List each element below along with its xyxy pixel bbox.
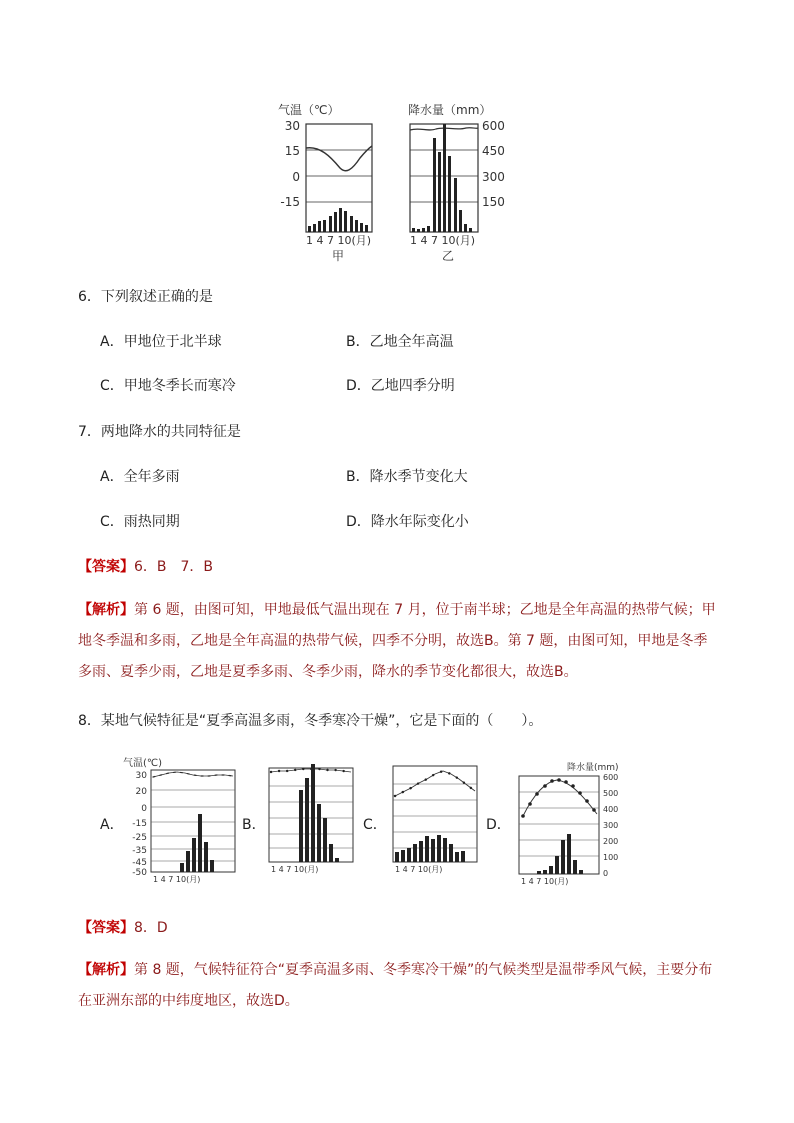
analysis-block-1: [78, 595, 718, 688]
chart-8d-temperature-dots: [521, 778, 596, 818]
answer-text: 8．D: [134, 920, 168, 936]
fig2-tick: -45: [132, 858, 147, 868]
b-bar: [459, 210, 462, 232]
8d-bar: [573, 860, 577, 874]
fig1-right-ticks: [482, 119, 505, 209]
8c-bar: [401, 850, 405, 862]
8c-bar: [413, 844, 417, 862]
a-bar: [308, 226, 311, 232]
8a-bar: [186, 851, 190, 872]
fig2-tick: -50: [132, 868, 147, 878]
fig2-left-axis-title: 气温(℃): [123, 758, 163, 769]
question-6-option-b: B．乙地全年高温: [346, 334, 454, 350]
chart-b-precip-bars: [412, 124, 472, 232]
8d-bar: [561, 840, 565, 874]
a-bar: [339, 208, 342, 232]
a-bar: [323, 220, 326, 232]
8d-dot: [571, 784, 575, 788]
fig2-rtick: 600: [603, 773, 619, 782]
fig1-tick-30: 30: [284, 119, 300, 133]
fig1-left-ticks: [280, 119, 300, 209]
fig1-left-axis-title: 气温（℃）: [278, 103, 340, 117]
q8-option-d-label: D．: [486, 817, 511, 833]
8a-bar: [192, 838, 196, 872]
fig1-rtick-150: 150: [482, 195, 505, 209]
chart-8d-temperature-line: [523, 780, 597, 816]
8c-bar: [425, 836, 429, 862]
fig2-tick: -25: [132, 833, 147, 843]
b-bar: [464, 224, 467, 232]
fig2-left-ticks: [132, 771, 147, 878]
b-bar: [422, 228, 425, 232]
chart-a-x-ticks: 1 4 7 10(月): [306, 234, 372, 247]
chart-8a-temperature-curve: [153, 772, 233, 777]
fig1-right-axis-title: 降水量（mm）: [408, 103, 492, 117]
climate-figure-2: [115, 756, 635, 886]
chart-8a-x-ticks: 1 4 7 10(月): [153, 875, 201, 884]
8a-bar: [204, 842, 208, 872]
8b-bar: [305, 778, 309, 862]
chart-b-label: 乙: [442, 249, 455, 263]
chart-8b-precip-bars: [299, 764, 339, 862]
b-bar: [438, 152, 441, 232]
8c-bar: [431, 839, 435, 862]
8c-bar: [437, 835, 441, 862]
8d-dot: [564, 780, 568, 784]
question-8-stem: 8．某地气候特征是“夏季高温多雨，冬季寒冷干燥”，它是下面的（ ）。: [78, 713, 543, 729]
question-6-stem: 6．下列叙述正确的是: [78, 289, 213, 305]
chart-8c-temperature-line: [395, 771, 475, 796]
question-7-option-b: B．降水季节变化大: [346, 469, 468, 485]
chart-8d-x-ticks: 1 4 7 10(月): [521, 877, 569, 886]
chart-8c-temperature-dots: [395, 771, 475, 796]
chart-8c-grid: [393, 784, 477, 848]
8c-bar: [407, 848, 411, 862]
chart-8b-x-ticks: 1 4 7 10(月): [271, 865, 319, 874]
fig2-tick: 30: [135, 771, 147, 781]
8b-bar: [311, 764, 315, 862]
fig2-right-axis-title: 降水量(mm): [567, 763, 619, 773]
8d-dot: [521, 814, 525, 818]
8a-bar: [198, 814, 202, 872]
chart-8a-precip-bars: [180, 814, 214, 872]
a-bar: [355, 220, 358, 232]
8a-bar: [180, 863, 184, 872]
8d-bar: [555, 856, 559, 874]
fig2-tick: 20: [135, 787, 147, 797]
8d-dot: [578, 791, 582, 795]
fig2-tick: 0: [141, 804, 147, 814]
fig1-tick-15: 15: [284, 144, 300, 158]
fig1-rtick-450: 450: [482, 144, 505, 158]
8c-bar: [461, 851, 465, 862]
q8-option-c-label: C．: [363, 817, 387, 833]
question-6-option-c: C．甲地冬季长而寒冷: [100, 378, 236, 394]
a-bar: [365, 225, 368, 232]
8c-bar: [419, 841, 423, 862]
answer-block-1: [78, 556, 213, 576]
climate-figure-1: [270, 98, 540, 268]
b-bar: [454, 178, 457, 232]
fig1-rtick-300: 300: [482, 170, 505, 184]
question-6-option-a: A．甲地位于北半球: [100, 334, 222, 350]
b-bar: [417, 229, 420, 232]
chart-a-grid: [306, 150, 372, 202]
b-bar: [469, 228, 472, 232]
question-6-option-d: D．乙地四季分明: [346, 378, 455, 394]
analysis-block-2: [78, 955, 718, 1017]
fig1-tick-0: 0: [292, 170, 300, 184]
chart-b-x-ticks: 1 4 7 10(月): [410, 234, 476, 247]
8b-bar: [323, 818, 327, 862]
chart-8a-temperature-line: [153, 772, 233, 777]
chart-8c-precip-bars: [395, 835, 465, 862]
8d-bar: [567, 834, 571, 874]
8d-dot: [585, 799, 589, 803]
b-bar: [448, 156, 451, 232]
fig2-rtick: 500: [603, 789, 619, 798]
a-bar: [350, 216, 353, 232]
fig2-tick: -15: [132, 819, 147, 829]
chart-a-precip-bars: [308, 208, 368, 232]
analysis-tag: 【解析】: [78, 602, 134, 618]
8d-dot: [528, 802, 532, 806]
answer-tag: 【答案】: [78, 559, 134, 575]
8d-bar: [543, 870, 547, 874]
8d-dot: [557, 778, 561, 782]
b-bar: [433, 138, 436, 232]
8d-bar: [537, 871, 541, 874]
question-7-option-a: A．全年多雨: [100, 469, 180, 485]
analysis-text: 第 8 题，气候特征符合“夏季高温多雨、冬季寒冷干燥”的气候类型是温带季风气候，主要分布在亚洲东部的中纬度地区，故选D。: [78, 962, 713, 1009]
answer-block-2: [78, 917, 168, 937]
question-7-stem: 7．两地降水的共同特征是: [78, 424, 241, 440]
a-bar: [334, 212, 337, 232]
8d-dot: [550, 779, 554, 783]
analysis-text: 第 6 题，由图可知，甲地最低气温出现在 7 月，位于南半球；乙地是全年高温的热带气候；甲地冬季温和多雨，乙地是全年高温的热带气候，四季不分明，故选B。第 7 题，由图可知，甲地是冬季多雨、夏季少雨，乙地是夏季多雨、冬季少雨，降水的季节变化都很大，故选B。: [78, 602, 716, 680]
question-7-option-d: D．降水年际变化小: [346, 514, 469, 530]
8d-bar: [579, 870, 583, 874]
q8-option-a-label: A．: [100, 817, 124, 833]
answer-text: 6．B 7．B: [134, 559, 214, 575]
question-7-option-c: C．雨热同期: [100, 514, 180, 530]
8d-bar: [549, 866, 553, 874]
8b-bar: [335, 858, 339, 862]
fig2-rtick: 300: [603, 821, 619, 830]
fig2-rtick: 400: [603, 805, 619, 814]
8c-bar: [395, 852, 399, 862]
chart-8c-x-ticks: 1 4 7 10(月): [395, 865, 443, 874]
8b-bar: [299, 790, 303, 862]
a-bar: [329, 216, 332, 232]
8b-bar: [317, 804, 321, 862]
b-bar: [443, 124, 446, 232]
fig1-rtick-600: 600: [482, 119, 505, 133]
fig2-rtick: 200: [603, 837, 619, 846]
b-bar: [412, 228, 415, 232]
8c-bar: [455, 852, 459, 862]
fig1-tick-neg15: -15: [280, 195, 300, 209]
a-bar: [344, 211, 347, 232]
answer-tag: 【答案】: [78, 920, 134, 936]
8a-bar: [210, 860, 214, 872]
b-bar: [427, 226, 430, 232]
q8-option-b-label: B．: [242, 817, 266, 833]
8d-dot: [535, 792, 539, 796]
8b-bar: [329, 844, 333, 862]
8d-dot: [592, 808, 596, 812]
fig2-rtick: 0: [603, 869, 609, 878]
fig2-right-ticks: [603, 773, 618, 878]
8c-bar: [449, 844, 453, 862]
8d-dot: [543, 784, 547, 788]
fig2-tick: -35: [132, 846, 147, 856]
fig2-rtick: 100: [603, 853, 619, 862]
analysis-tag: 【解析】: [78, 962, 134, 978]
a-bar: [360, 223, 363, 232]
a-bar: [318, 221, 321, 232]
a-bar: [313, 224, 316, 232]
chart-a-label: 甲: [332, 249, 345, 263]
8c-bar: [443, 838, 447, 862]
